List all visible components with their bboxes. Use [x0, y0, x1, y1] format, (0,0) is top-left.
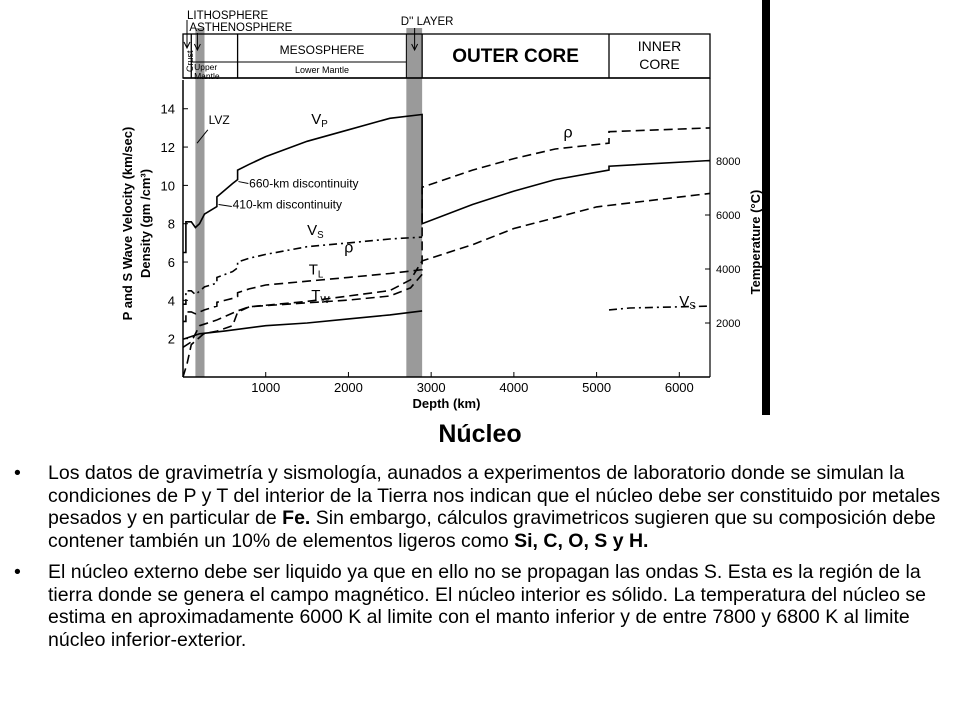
label-density-core: ρ	[563, 124, 573, 142]
annotation-660km-arrow	[238, 182, 248, 184]
layer-label-outer-core: OUTER CORE	[452, 46, 579, 67]
x-tick-label: 1000	[251, 380, 281, 395]
y-tick-label-left: 10	[160, 178, 175, 194]
y-tick-label-left: 6	[167, 255, 175, 271]
figure-edge-bar	[762, 0, 770, 415]
label-vs-inner: $V_S$	[679, 293, 696, 313]
bullet-text: El núcleo externo debe ser liquido ya que en ello no se propagan las ondas S. Esta es la región de la tierra donde se genera el campo magnético. El núcleo interior es sólido. La temperatura del núcleo se estima en aproximadamente 6000 K al limite con el manto inferior y de entre 7800 y 6800 K al limite núcleo inferior-exterior.	[48, 561, 927, 651]
label-tw: $T_W$	[311, 287, 330, 307]
bullet-marker: •	[14, 561, 21, 583]
x-tick-label: 5000	[582, 380, 612, 395]
layer-label-upper-mantle: Mantle	[194, 71, 220, 81]
bullet-marker: •	[14, 462, 21, 484]
layer-label-lower-mantle: Lower Mantle	[294, 65, 349, 75]
earth-structure-figure	[120, 0, 770, 415]
y-axis-label-left-velocity: P and S Wave Velocity (km/sec)	[120, 126, 135, 321]
annotation-660km: 660-km discontinuity	[249, 176, 359, 191]
bullet-text-bold: Fe.	[282, 507, 311, 529]
label-vs: $V_S$	[307, 222, 324, 242]
bullet-text-bold: Si, C, O, S y H.	[514, 529, 649, 552]
y-tick-label-left: 2	[167, 331, 175, 347]
layer-label-inner-core: CORE	[639, 56, 680, 72]
layer-label-lithosphere: LITHOSPHERE	[187, 10, 269, 22]
layer-label-crust: Crust	[185, 50, 195, 72]
slide-title: Núcleo	[438, 420, 522, 448]
layer-label-inner-core: INNER	[637, 38, 682, 54]
bullet-text: Sin embargo, cálculos gravimetricos sugieren que su composición debe contener también un 10% de elementos ligeros como	[48, 507, 936, 552]
x-tick-label: 6000	[664, 380, 694, 395]
annotation-410km-arrow	[219, 205, 232, 207]
layer-header-box	[183, 34, 710, 78]
bullet-list	[14, 462, 944, 660]
label-vp: $V_P$	[311, 111, 328, 131]
annotation-410km: 410-km discontinuity	[232, 197, 343, 212]
y-tick-label-right: 2000	[716, 318, 741, 330]
label-tl: $T_L$	[308, 261, 324, 281]
y-tick-label-left: 8	[167, 216, 175, 232]
series-line-density	[183, 128, 710, 322]
series-line-temperature	[183, 193, 710, 347]
y-tick-label-right: 4000	[716, 264, 741, 276]
layer-label-asthenosphere: ASTHENOSPHERE	[189, 22, 293, 34]
bullet-item	[14, 561, 944, 651]
label-density: ρ	[344, 239, 354, 257]
y-tick-label-right: 8000	[716, 156, 741, 168]
annotation-lvz: LVZ	[208, 113, 230, 128]
bullet-item	[14, 462, 944, 552]
y-axis-label-right: Temperature (°C)	[748, 189, 763, 295]
y-axis-label-left-density: Density (gm /cm³)	[138, 168, 153, 279]
series-line-temperature	[183, 274, 422, 377]
bullet-text: Los datos de gravimetría y sismología, aunados a experimentos de laboratorio donde se simulan la condiciones de P y T del interior de la Tierra nos indican que el núcleo debe ser constituido por metales pesados y en particular de	[48, 462, 941, 529]
x-tick-label: 4000	[499, 380, 529, 395]
series-line-vs	[183, 237, 422, 307]
layer-label-d-layer: D'' LAYER	[400, 16, 454, 28]
earth-structure-chart	[120, 0, 770, 415]
x-axis-label: Depth (km)	[412, 396, 481, 411]
x-tick-label: 3000	[416, 380, 446, 395]
y-tick-label-right: 6000	[716, 210, 741, 222]
layer-label-upper-mantle: Upper	[194, 62, 218, 72]
y-tick-label-left: 4	[167, 293, 175, 309]
y-tick-label-left: 12	[160, 140, 175, 156]
shaded-band	[406, 28, 422, 377]
y-tick-label-left: 14	[160, 101, 175, 117]
x-tick-label: 2000	[333, 380, 363, 395]
series-line-temperature	[183, 311, 422, 339]
layer-label-mesosphere: MESOSPHERE	[279, 43, 365, 57]
